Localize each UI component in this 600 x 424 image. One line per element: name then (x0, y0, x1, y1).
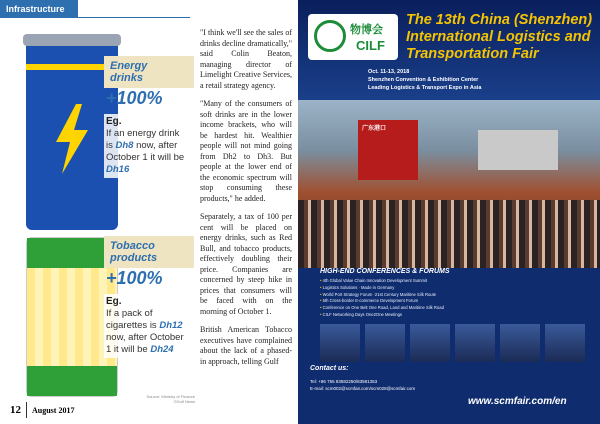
tobacco-price-before: Dh12 (159, 320, 183, 331)
conferences-heading: HIGH-END CONFERENCES & FORUMS (320, 268, 450, 275)
globe-icon (314, 20, 346, 52)
cilf-logo (308, 14, 398, 60)
source-line1: Source: Ministry of Finance (146, 394, 195, 399)
booth-sign-text: 广东港口 (362, 126, 387, 132)
pack-bottom (27, 366, 117, 396)
section-divider (78, 17, 190, 18)
ad-event-details (368, 68, 481, 92)
article-paragraph: Separately, a tax of 100 per cent will be placed on energy drinks, such as Red Bull, and tobacco products, effectively doubling their price. Companies are concerned by steep hike in prices that consumers will be faced with on the morning of October 1. (200, 212, 292, 316)
ad-title: The 13th China (Shenzhen) International Logistics and Transportation Fair (406, 12, 593, 62)
contact-email: E-mail: scm002@scmfair.com/scm028@scmfair.com (310, 386, 416, 391)
energy-eg-heading: Eg. (106, 116, 122, 127)
tobacco-title-line2: products (110, 252, 158, 264)
cilf-advertisement (298, 0, 600, 424)
conference-item: • Logistics Solutions · Made in Germany (320, 285, 444, 292)
thumbnail-image (455, 324, 495, 362)
lightning-bolt-icon (52, 104, 92, 174)
thumbnail-image (410, 324, 450, 362)
grey-booth (478, 130, 558, 170)
thumbnail-image (320, 324, 360, 362)
article-column (200, 28, 292, 375)
tobacco-price-after: Dh24 (150, 344, 174, 355)
page-footer (0, 398, 296, 424)
tobacco-example (104, 294, 190, 358)
energy-text1: If an energy drink is (106, 128, 180, 151)
tobacco-products-label (104, 236, 194, 268)
conference-item: • 4th Global Value Chain Innovation Development Summit (320, 278, 444, 285)
logo-chinese-text: 物博会 (350, 24, 383, 36)
tobacco-percent: +100% (106, 268, 163, 288)
tobacco-text1: If a pack of cigarettes is (106, 308, 160, 331)
article-paragraph: "I think we'll see the sales of drinks decline dramatically," said Colin Beaton, managing director of Limelight Creative Services, a retail strategy agency. (200, 28, 292, 90)
event-date: Oct. 11-13, 2018 (368, 69, 410, 75)
conference-item: • World Port Strategy Forum ·21st Century Maritime Silk Route (320, 292, 444, 299)
event-tagline: Leading Logistics & Transport Expo in Asia (368, 85, 482, 91)
conference-thumbnails (320, 324, 590, 362)
exhibition-photo (298, 100, 600, 268)
conference-item: • 5th Cross-border E-commerce Development Forum (320, 298, 444, 305)
energy-drinks-label (104, 56, 194, 88)
issue-date: August 2017 (32, 406, 75, 415)
red-booth (358, 120, 418, 180)
tobacco-eg-heading: Eg. (106, 296, 122, 307)
conference-item: • Conference on One Belt One Road, Land and Maritime Silk Road (320, 305, 444, 312)
event-venue: Shenzhen Convention & Exhibition Center (368, 77, 479, 83)
crowd (298, 200, 600, 268)
section-tab: Infrastructure (0, 0, 78, 18)
logo-english-text: CILF (356, 38, 385, 53)
tobacco-text2: now, after October 1 it will be (106, 332, 184, 355)
article-paragraph: British American Tobacco executives have complained about the lack of a phased-in approach, telling Gulf (200, 325, 292, 366)
conferences-list (320, 278, 444, 319)
contact-tel: Tel: +86 755 83582250/83581353 (310, 379, 378, 384)
energy-price-after: Dh16 (106, 164, 130, 175)
can-rim (23, 34, 121, 46)
footer-divider (26, 402, 27, 418)
energy-title-line2: drinks (110, 72, 144, 84)
contact-details (310, 378, 415, 392)
page-number: 12 (10, 404, 21, 416)
thumbnail-image (365, 324, 405, 362)
energy-title-line1: Energy (110, 60, 148, 72)
ad-website-link[interactable]: www.scmfair.com/en (468, 396, 567, 407)
conference-item: • CILF Networking Days One2One Meetings (320, 312, 444, 319)
article-paragraph: "Many of the consumers of soft drinks are in the lower income brackets, who will be hardest hit. Wealthier people will not mind going from Dh2 to Dh3. But people at the lower end of the economic spectrum will stop consuming these products," he added. (200, 99, 292, 203)
tax-infographic (20, 22, 195, 404)
thumbnail-image (500, 324, 540, 362)
energy-price-before: Dh8 (115, 140, 134, 151)
tobacco-title-line1: Tobacco (110, 240, 155, 252)
energy-example (104, 114, 190, 178)
contact-heading: Contact us: (310, 365, 349, 372)
source-line2: ©Gulf News (173, 399, 195, 404)
energy-percent: +100% (106, 88, 163, 108)
thumbnail-image (545, 324, 585, 362)
energy-text2: now, after October 1 it will be (106, 140, 185, 163)
